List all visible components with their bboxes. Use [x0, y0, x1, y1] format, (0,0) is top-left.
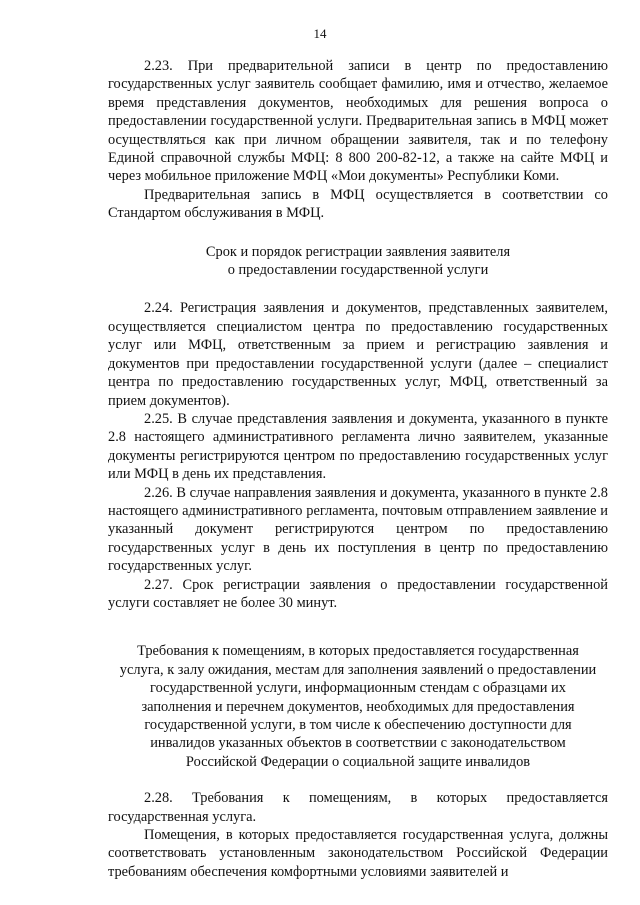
- section-heading-premises: [108, 642, 608, 771]
- paragraph-2-25: 2.25. В случае представления заявления и документа, указанного в пункте 2.8 настоящего административного регламента лично заявителем, указанные документы регистрируются центром по предоставлению государственных услуг или МФЦ в день их представления.: [108, 410, 608, 483]
- paragraph-2-23-continued: Предварительная запись в МФЦ осуществляется в соответствии со Стандартом обслуживания в МФЦ.: [108, 186, 608, 222]
- paragraph-2-28: 2.28. Требования к помещениям, в которых предоставляется государственная услуга.: [108, 790, 608, 825]
- section-heading-registration-line-2: о предоставлении государственной услуги: [227, 262, 489, 279]
- paragraph-2-23: 2.23. При предварительной записи в центр по предоставлению государственных услуг заявитель сообщает фамилию, имя и отчество, желаемое время представления документов, необходимых для решения вопроса о предоставлении государственной услуги. Предварительная запись в МФЦ может осуществляться как при личном обращении заявителя, так и по телефону Единой справочной службы МФЦ: 8 800 200-82-12, а также на сайте МФЦ и через мобильное приложение МФЦ «Мои документы» Республики Коми.: [108, 58, 608, 185]
- paragraph-2-27: 2.27. Срок регистрации заявления о предоставлении государственной услуги составляет не более 30 минут.: [108, 576, 608, 611]
- heading-line: Российской Федерации о социальной защите инвалидов: [185, 753, 531, 770]
- heading-line: инвалидов указанных объектов в соответствии с законодательством: [150, 735, 566, 752]
- heading-line: услуга, к залу ожидания, местам для заполнения заявлений о предоставлении: [119, 661, 597, 678]
- paragraph-2-24: 2.24. Регистрация заявления и документов, представленных заявителем, осуществляется специалистом центра по предоставлению государственных услуг или МФЦ, ответственным за прием и регистрацию заявления и документов при предоставлении государственной услуги (далее – специалист центра по предоставлению государственных услуг, МФЦ, ответственный за прием документов).: [108, 300, 608, 409]
- section-heading-registration-line-1: Срок и порядок регистрации заявления заявителя: [205, 243, 511, 260]
- heading-line: Требования к помещениям, в которых предоставляется государственная: [137, 643, 579, 660]
- spacer: [108, 223, 608, 243]
- paragraph-2-28-continued: Помещения, в которых предоставляется государственная услуга, должны соответствовать установленным законодательством Российской Федерации требованиям обеспечения комфортными условиями заявителей и: [108, 827, 608, 880]
- heading-line: государственной услуги, в том числе к обеспечению доступности для: [144, 717, 572, 733]
- page-number: 14: [313, 26, 327, 41]
- heading-line: заполнения и перечнем документов, необходимых для предоставления: [141, 698, 575, 715]
- page-content: [108, 57, 608, 881]
- spacer: [108, 771, 608, 789]
- heading-line: государственной услуги, информационным стендам с образцами их: [150, 680, 566, 697]
- spacer: [108, 612, 608, 642]
- paragraph-2-26: 2.26. В случае направления заявления и документа, указанного в пункте 2.8 настоящего административного регламента, почтовым отправлением заявление и указанный документ регистрируются центром по предоставлению государственных услуг в день их поступления в центр по предоставлению государственных услуг.: [108, 484, 608, 575]
- spacer: [108, 279, 608, 299]
